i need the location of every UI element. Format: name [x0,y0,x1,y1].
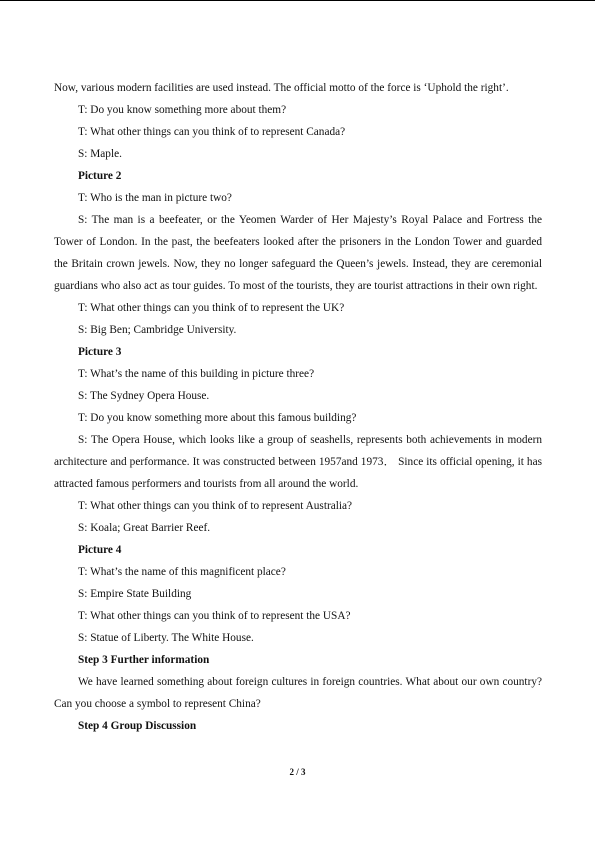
dialogue-line: S: The Sydney Opera House. [78,390,210,402]
dialogue-line: T: What’s the name of this building in picture three? [78,368,315,380]
document-body [54,77,542,737]
page-number: 2 / 3 [289,767,306,777]
dialogue-line: T: Who is the man in picture two? [78,192,232,204]
paragraph-continuation: Now, various modern facilities are used instead. The official motto of the force is ‘Uphold the right’. [54,82,509,94]
dialogue-paragraph: S: The Opera House, which looks like a group of seashells, represents both achievements in modern architecture and performance. It was constructed between 1957and 1973． Since its official opening, it has attracted famous performers and tourists from all around the world. [54,434,542,490]
dialogue-line: S: Big Ben; Cambridge University. [78,324,237,336]
dialogue-line: S: Maple. [78,148,122,160]
page-top-border [0,0,595,1]
dialogue-line: T: What other things can you think of to represent the USA? [78,610,351,622]
section-heading: Step 4 Group Discussion [78,720,197,732]
dialogue-line: T: Do you know something more about them? [78,104,287,116]
dialogue-paragraph: S: The man is a beefeater, or the Yeomen Warder of Her Majesty’s Royal Palace and Fortress the Tower of London. In the past, the beefeaters looked after the prisoners in the London Tower and guarded the Britain crown jewels. Now, they no longer safeguard the Queen’s jewels. Instead, they are ceremonial guardians who also act as tour guides. To most of the tourists, they are tourist attractions in their own right. [54,214,542,292]
dialogue-line: S: Koala; Great Barrier Reef. [78,522,211,534]
section-heading: Picture 4 [78,544,122,556]
dialogue-line: S: Statue of Liberty. The White House. [78,632,254,644]
dialogue-line: T: What other things can you think of to represent Canada? [78,126,346,138]
dialogue-line: T: Do you know something more about this famous building? [78,412,357,424]
section-heading: Picture 3 [78,346,122,358]
dialogue-line: T: What’s the name of this magnificent place? [78,566,286,578]
section-heading: Picture 2 [78,170,122,182]
dialogue-line: S: Empire State Building [78,588,192,600]
section-heading: Step 3 Further information [78,654,210,666]
body-paragraph: We have learned something about foreign cultures in foreign countries. What about our own country? Can you choose a symbol to represent China? [54,676,542,710]
dialogue-line: T: What other things can you think of to represent the UK? [78,302,345,314]
dialogue-line: T: What other things can you think of to represent Australia? [78,500,353,512]
